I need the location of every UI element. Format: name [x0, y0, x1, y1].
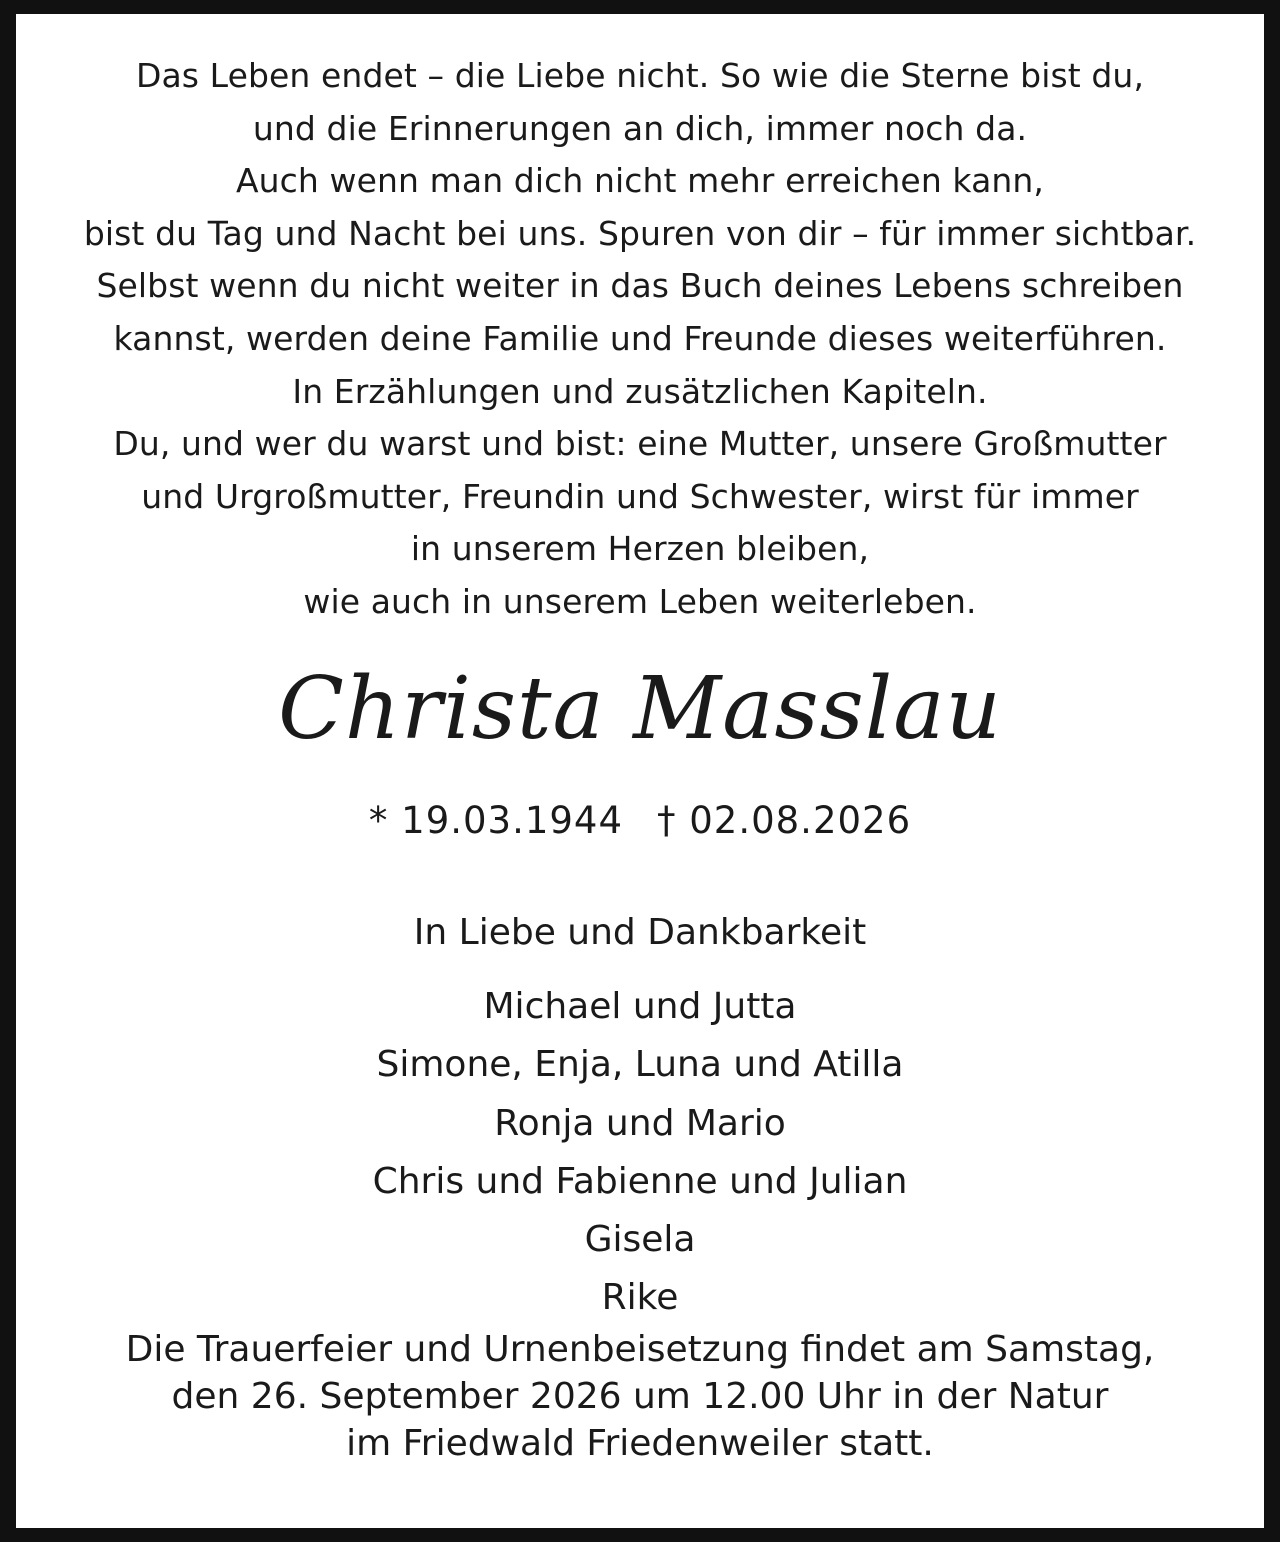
- death-date: † 02.08.2026: [657, 799, 912, 842]
- poem-line: Selbst wenn du nicht weiter in das Buch deines Lebens schreiben: [96, 266, 1184, 306]
- poem-line: Auch wenn man dich nicht mehr erreichen kann,: [235, 161, 1045, 201]
- service-line: den 26. September 2026 um 12.00 Uhr in der Natur: [171, 1376, 1109, 1417]
- service-line: im Friedwald Friedenweiler statt.: [346, 1423, 934, 1464]
- mourners-list: [16, 978, 1264, 1328]
- poem-line: In Erzählungen und zusätzlichen Kapiteln.: [292, 371, 988, 411]
- mourner-entry: Ronja und Mario: [494, 1102, 786, 1144]
- obituary-content: [16, 14, 1264, 1528]
- poem-line: bist du Tag und Nacht bei uns. Spuren von dir – für immer sichtbar.: [83, 213, 1197, 253]
- mourner-entry: Rike: [601, 1277, 679, 1319]
- deceased-name: Christa Masslau: [278, 659, 1002, 759]
- mourner-entry: Michael und Jutta: [483, 986, 797, 1027]
- service-notice: [16, 1326, 1264, 1467]
- poem-line: wie auch in unserem Leben weiterleben.: [303, 581, 977, 621]
- mourner-entry: Chris und Fabienne und Julian: [372, 1160, 908, 1202]
- poem-line: und Urgroßmutter, Freundin und Schwester, wirst für immer: [141, 476, 1139, 516]
- poem-line: Das Leben endet – die Liebe nicht. So wie die Sterne bist du,: [135, 56, 1145, 95]
- mourners-intro: In Liebe und Dankbarkeit: [413, 912, 867, 953]
- poem-line: und die Erinnerungen an dich, immer noch da.: [252, 108, 1028, 148]
- birth-date: * 19.03.1944: [368, 799, 623, 842]
- life-dates: [16, 796, 1264, 846]
- poem: [16, 50, 1264, 629]
- poem-line: kannst, werden deine Familie und Freunde dieses weiterführen.: [113, 318, 1167, 358]
- poem-line: Du, und wer du warst und bist: eine Mutter, unsere Großmutter: [113, 424, 1167, 464]
- mourner-entry: Simone, Enja, Luna und Atilla: [376, 1044, 904, 1086]
- mourner-entry: Gisela: [584, 1219, 696, 1261]
- poem-line: in unserem Herzen bleiben,: [410, 529, 870, 569]
- service-line: Die Trauerfeier und Urnenbeisetzung findet am Samstag,: [125, 1329, 1155, 1370]
